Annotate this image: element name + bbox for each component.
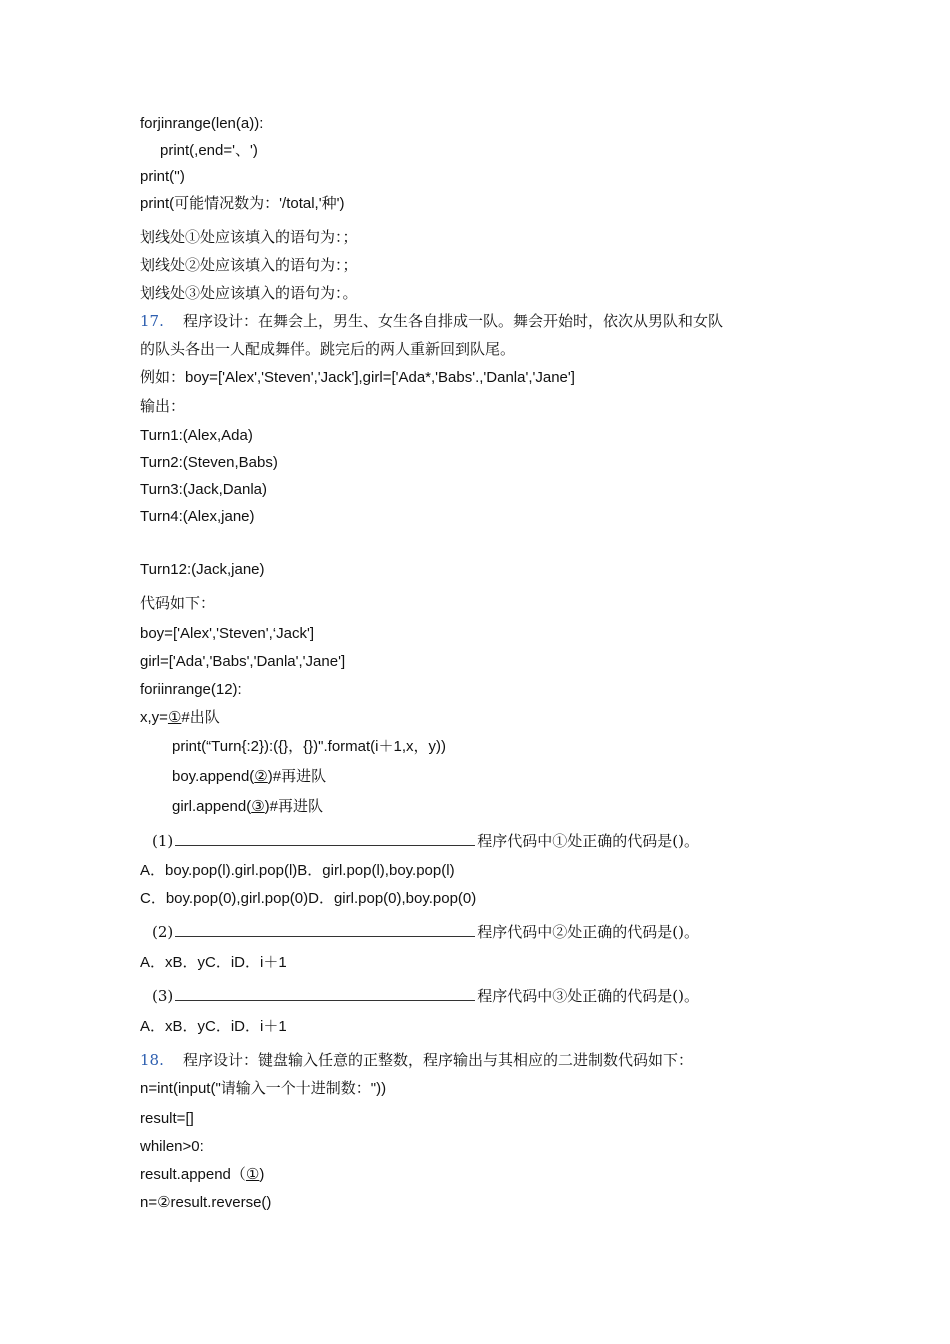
sub-question-text: 程序代码中③处正确的代码是()。 <box>477 987 699 1005</box>
blank-marker: ③ <box>251 798 265 815</box>
code-line: result=[] <box>140 1110 194 1127</box>
code-line <box>140 1165 264 1185</box>
code-line: forjinrange(len(a)): <box>140 115 264 132</box>
question-18-line <box>140 1050 693 1070</box>
question-text: 程序设计：在舞会上，男生、女生各自排成一队。舞会开始时，依次从男队和女队 <box>182 312 723 330</box>
code-text: result.append（ <box>140 1166 246 1183</box>
code-line: print(“Turn{:2}):({}，{})".format(i＋1,x，y)) <box>172 738 447 755</box>
code-line: foriinrange(12): <box>140 681 242 698</box>
sub-question <box>152 922 699 942</box>
code-line <box>140 708 220 728</box>
code-line: n=②result.reverse() <box>140 1194 272 1211</box>
blank-marker: ① <box>245 1166 260 1183</box>
code-text: girl.append( <box>172 798 252 815</box>
code-comment: )#再进队 <box>267 768 327 785</box>
code-text: boy.append( <box>172 768 255 785</box>
output-turn: Turn1:(Alex,Ada) <box>140 427 253 444</box>
blank-marker: ① <box>167 709 182 726</box>
output-turn: Turn4:(Alex,jane) <box>140 508 255 525</box>
question-text: 程序设计：键盘输入任意的正整数，程序输出与其相应的二进制数代码如下： <box>182 1051 693 1069</box>
fill-question-line: 划线处③处应该填入的语句为：。 <box>140 284 358 302</box>
sub-question-label: (2) <box>152 923 174 941</box>
code-text: x,y= <box>140 709 168 726</box>
answer-blank[interactable] <box>175 831 475 846</box>
output-label: 输出： <box>140 397 186 415</box>
answer-blank[interactable] <box>175 922 475 937</box>
question-text: 的队头各出一人配成舞伴。跳完后的两人重新回到队尾。 <box>140 340 516 358</box>
output-turn: Turn12:(Jack,jane) <box>140 561 265 578</box>
sub-question-label: (3) <box>152 987 174 1005</box>
question-number: 18. <box>140 1051 164 1069</box>
code-line: girl=['Ada','Babs','Danla','Jane'] <box>140 653 346 670</box>
sub-question-text: 程序代码中①处正确的代码是()。 <box>477 832 699 850</box>
question-17-line <box>140 311 723 331</box>
code-line <box>172 767 326 787</box>
code-comment: #出队 <box>181 709 220 726</box>
fill-question-line: 划线处②处应该填入的语句为：； <box>140 256 358 274</box>
code-line: print(可能情况数为：'/total,'种') <box>140 195 345 212</box>
code-text: ) <box>259 1166 265 1183</box>
code-comment: )#再进队 <box>264 798 324 815</box>
answer-options: C．boy.pop(0),girl.pop(0)D．girl.pop(0),boy.pop(0) <box>140 890 477 907</box>
code-label: 代码如下： <box>140 594 216 612</box>
answer-options: A．xB．yC．iD．i＋1 <box>140 954 287 971</box>
code-line: n=int(input("请输入一个十进制数：")) <box>140 1080 387 1097</box>
code-line <box>172 797 323 817</box>
answer-options: A．boy.pop(l).girl.pop(l)B．girl.pop(l),boy.pop(l) <box>140 862 455 879</box>
output-turn: Turn3:(Jack,Danla) <box>140 481 267 498</box>
code-line: boy=['Alex','Steven',‘Jack'] <box>140 625 314 642</box>
blank-marker: ② <box>254 768 268 785</box>
code-line: print('') <box>140 168 185 185</box>
example-line: 例如：boy=['Alex','Steven','Jack'],girl=['Ada*,'Babs'.,'Danla','Jane'] <box>140 369 575 386</box>
sub-question <box>152 986 699 1006</box>
answer-options: A．xB．yC．iD．i＋1 <box>140 1018 287 1035</box>
sub-question-label: (1) <box>152 832 174 850</box>
sub-question-text: 程序代码中②处正确的代码是()。 <box>477 923 699 941</box>
output-turn: Turn2:(Steven,Babs) <box>140 454 278 471</box>
question-number: 17. <box>140 312 164 330</box>
code-line: print(,end='、') <box>160 142 258 159</box>
code-line: whilen>0: <box>140 1138 204 1155</box>
sub-question <box>152 831 699 851</box>
answer-blank[interactable] <box>175 986 475 1001</box>
fill-question-line: 划线处①处应该填入的语句为：； <box>140 228 358 246</box>
